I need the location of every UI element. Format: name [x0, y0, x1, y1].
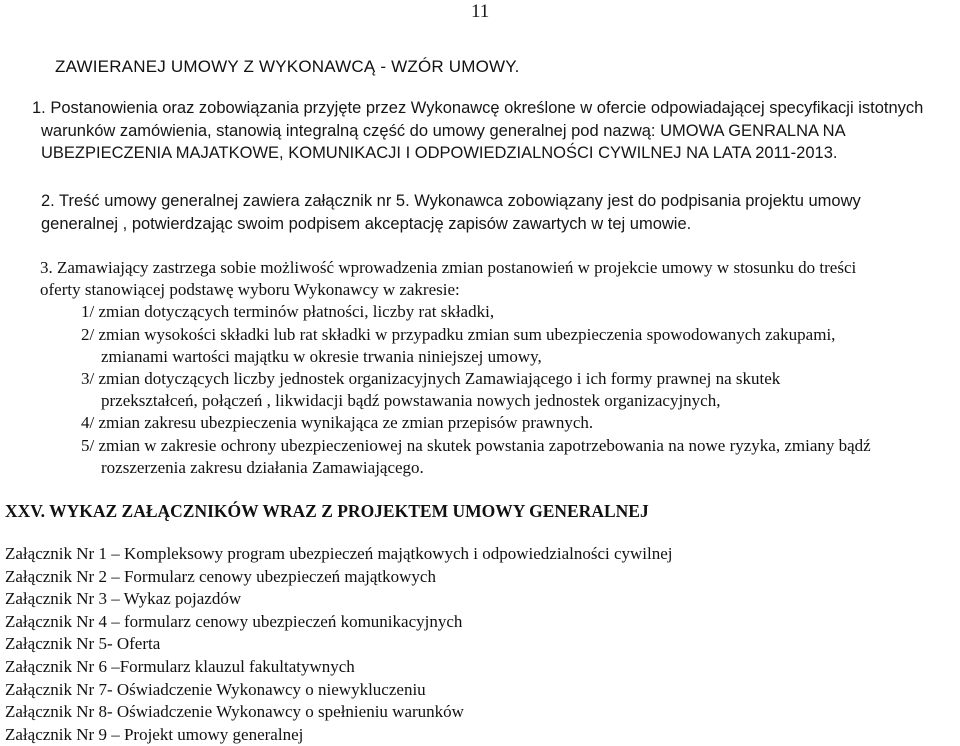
section-1-paragraph	[32, 98, 960, 165]
attachment-item: Załącznik Nr 2 – Formularz cenowy ubezpieczeń majątkowych	[5, 566, 436, 586]
attachments-list	[5, 543, 673, 746]
attachment-item: Załącznik Nr 1 – Kompleksowy program ubezpieczeń majątkowych i odpowiedzialności cywilnej	[5, 544, 673, 563]
page-number: 11	[471, 1, 490, 22]
section-3-intro-line: 3. Zamawiający zastrzega sobie możliwość wprowadzenia zmian postanowień w projekcie umowy w stosunku do treści	[40, 258, 857, 277]
section-3-item-5: 5/ zmian w zakresie ochrony ubezpieczeniowej na skutek powstania zapotrzebowania na nowe ryzyka, zmiany bądź	[81, 435, 871, 455]
section-3-intro-line: oferty stanowiącej podstawę wyboru Wykonawcy w zakresie:	[40, 280, 460, 300]
section-2-line: generalnej , potwierdzając swoim podpisem akceptację zapisów zawartych w tej umowie.	[41, 214, 692, 233]
section-3-item-2: 2/ zmian wysokości składki lub rat składki w przypadku zmian sum ubezpieczenia spowodowanych zakupami,	[81, 324, 836, 344]
attachment-item: Załącznik Nr 9 – Projekt umowy generalnej	[5, 724, 304, 744]
section-2-paragraph	[41, 191, 960, 235]
section-3-item-5-continuation: rozszerzenia zakresu działania Zamawiającego.	[101, 457, 424, 477]
attachment-item: Załącznik Nr 7- Oświadczenie Wykonawcy o niewykluczeniu	[5, 679, 426, 699]
section-1-line: UBEZPIECZENIA MAJATKOWE, KOMUNIKACJI I ODPOWIEDZIALNOŚCI CYWILNEJ NA LATA 2011-2013.	[41, 144, 838, 162]
attachments-section-heading: XXV. WYKAZ ZAŁĄCZNIKÓW WRAZ Z PROJEKTEM UMOWY GENERALNEJ	[5, 501, 649, 521]
section-3-item-3-continuation: przekształceń, połączeń , likwidacji bądź powstawania nowych jednostek organizacyjnych,	[101, 391, 721, 411]
section-1-line: 1. Postanowienia oraz zobowiązania przyjęte przez Wykonawcę określone w ofercie odpowiadającej specyfikacji istotnych	[32, 99, 924, 117]
section-1-line: warunków zamówienia, stanowią integralną część do umowy generalnej pod nazwą: UMOWA GENRALNA NA	[41, 121, 846, 140]
section-3-item-3: 3/ zmian dotyczących liczby jednostek organizacyjnych Zamawiającego i ich formy prawnej na skutek	[81, 369, 781, 389]
section-3-item-4: 4/ zmian zakresu ubezpieczenia wynikająca ze zmian przepisów prawnych.	[81, 413, 594, 433]
attachment-item: Załącznik Nr 3 – Wykaz pojazdów	[5, 589, 242, 609]
attachment-item: Załącznik Nr 4 – formularz cenowy ubezpieczeń komunikacyjnych	[5, 611, 463, 631]
contract-heading: ZAWIERANEJ UMOWY Z WYKONAWCĄ - WZÓR UMOWY.	[55, 57, 520, 76]
attachment-item: Załącznik Nr 5- Oferta	[5, 634, 161, 654]
attachment-item: Załącznik Nr 6 –Formularz klauzul fakultatywnych	[5, 656, 355, 676]
section-3-item-2-continuation: zmianami wartości majątku w okresie trwania niniejszej umowy,	[101, 346, 542, 366]
attachment-item: Załącznik Nr 8- Oświadczenie Wykonawcy o spełnieniu warunków	[5, 702, 464, 722]
section-3-item-1: 1/ zmian dotyczących terminów płatności, liczby rat składki,	[81, 302, 495, 322]
section-3-paragraph	[40, 257, 960, 479]
section-2-line: 2. Treść umowy generalnej zawiera załącznik nr 5. Wykonawca zobowiązany jest do podpisania projektu umowy	[41, 192, 861, 210]
